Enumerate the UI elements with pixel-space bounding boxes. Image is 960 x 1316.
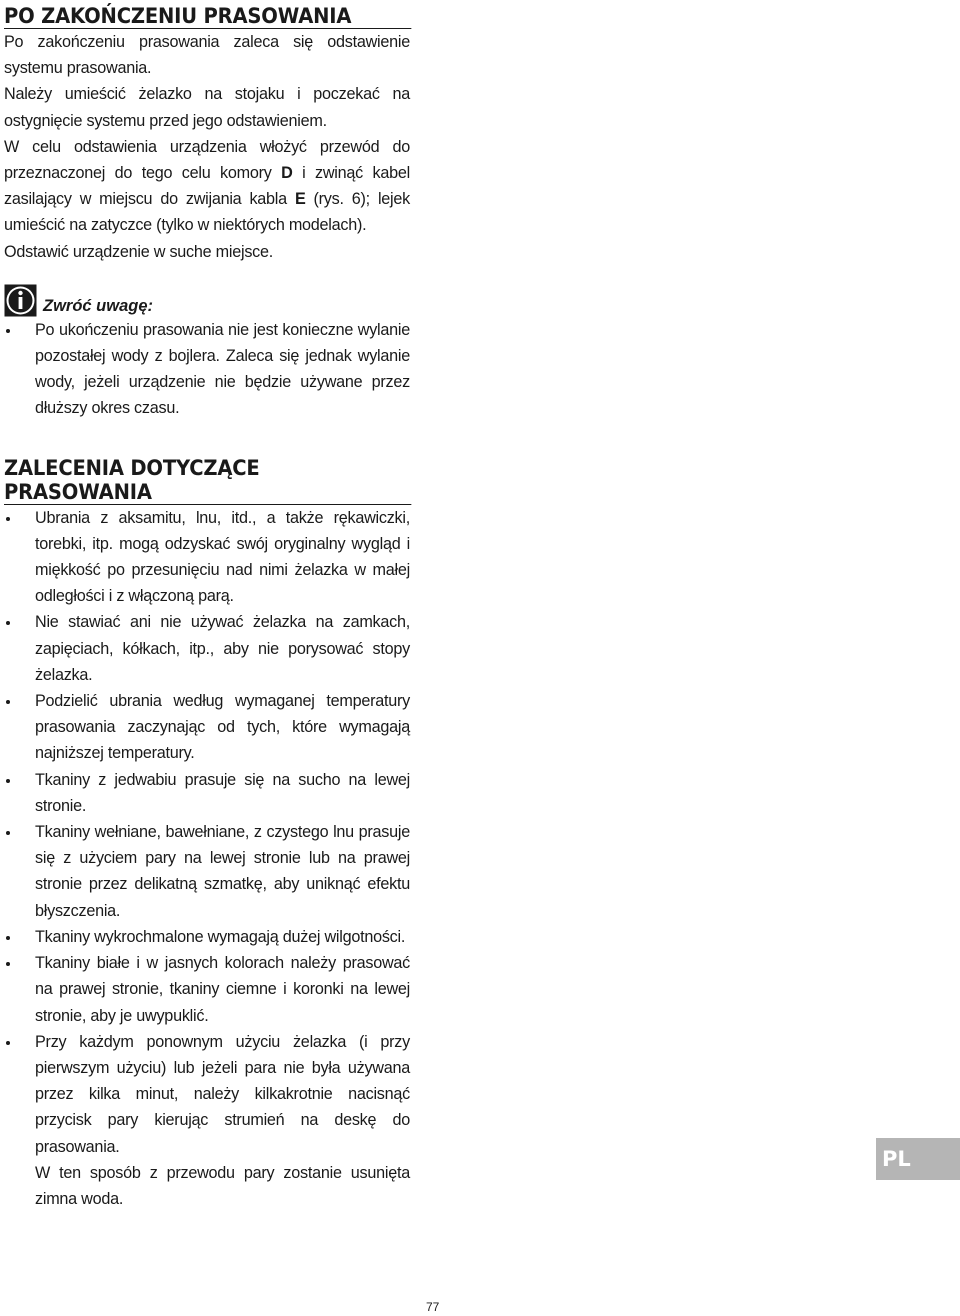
language-tab: PL (876, 1138, 960, 1180)
list-item: Po ukończeniu prasowania nie jest konieczne wylanie pozostałej wody z bojlera. Zaleca się jednak wylanie wody, jeżeli urządzenie nie będzie używane przez dłuższy okres czasu. (4, 317, 410, 422)
list-item: Nie stawiać ani nie używać żelazka na zamkach, zapięciach, kółkach, itp., aby nie porysować stopy żelazka. (4, 609, 410, 688)
list-item: Tkaniny wykrochmalone wymagają dużej wilgotności. (4, 924, 410, 950)
section-title-ironing-tips: ZALECENIA DOTYCZĄCE PRASOWANIA (4, 452, 412, 505)
note-label: Zwróć uwagę: (43, 296, 154, 315)
list-item-text: W ten sposób z przewodu pary zostanie usunięta zimna woda. (35, 1163, 410, 1208)
list-item: Ubrania z aksamitu, lnu, itd., a także rękawiczki, torebki, itp. mogą odzyskać swój oryginalny wygląd i miękkość po przesunięciu nad nimi żelazka w małej odległości i z włączoną parą. (4, 505, 410, 610)
main-column (4, 0, 410, 1212)
list-item: Tkaniny wełniane, bawełniane, z czystego lnu prasuje się z użyciem pary na lewej stronie lub na prawej stronie przez delikatną szmatkę, aby uniknąć efektu błyszczenia. (4, 819, 410, 924)
list-item: Tkaniny z jedwabiu prasuje się na sucho na lewej stronie. (4, 767, 410, 819)
ironing-tips-list (4, 505, 410, 1212)
text-span: i zwinąć kabel zasilający w miejscu do zwijania kabla (4, 164, 410, 209)
list-item: Tkaniny białe i w jasnych kolorach należy prasować na prawej stronie, tkaniny ciemne i koronki na lewej stronie, aby je uwypuklić. (4, 950, 410, 1029)
text-span: W celu odstawienia urządzenia włożyć przewód do przeznaczonej do tego celu komory (4, 137, 410, 183)
section-after-ironing-body (4, 29, 410, 265)
paragraph (4, 134, 410, 239)
note-list (4, 317, 410, 422)
list-item (4, 1029, 410, 1212)
text-span: (rys. 6); lejek umieścić na zatyczce (tylko w niektórych modelach). (4, 190, 410, 235)
page-number: 77 (426, 1300, 440, 1314)
part-letter-d: D (281, 164, 293, 183)
list-item: Podzielić ubrania według wymaganej temperatury prasowania zaczynając od tych, które wymagają najniższej temperatury. (4, 688, 410, 767)
part-letter-e: E (294, 190, 306, 209)
info-icon (4, 284, 37, 317)
note-header (4, 283, 410, 317)
list-item-text: Przy każdym ponownym użyciu żelazka (i przy pierwszym użyciu) lub jeżeli para nie była używana przez kilka minut, należy kilkakrotnie nacisnąć przycisk pary kierując strumień na deskę do prasowania. (35, 1032, 410, 1156)
paragraph: Po zakończeniu prasowania zaleca się odstawienie systemu prasowania. (4, 33, 410, 78)
paragraph: Odstawić urządzenie w suche miejsce. (4, 242, 274, 261)
section-title-after-ironing: PO ZAKOŃCZENIU PRASOWANIA (4, 0, 412, 29)
paragraph: Należy umieścić żelazko na stojaku i poczekać na ostygnięcie systemu przed jego odstawieniem. (4, 85, 410, 130)
